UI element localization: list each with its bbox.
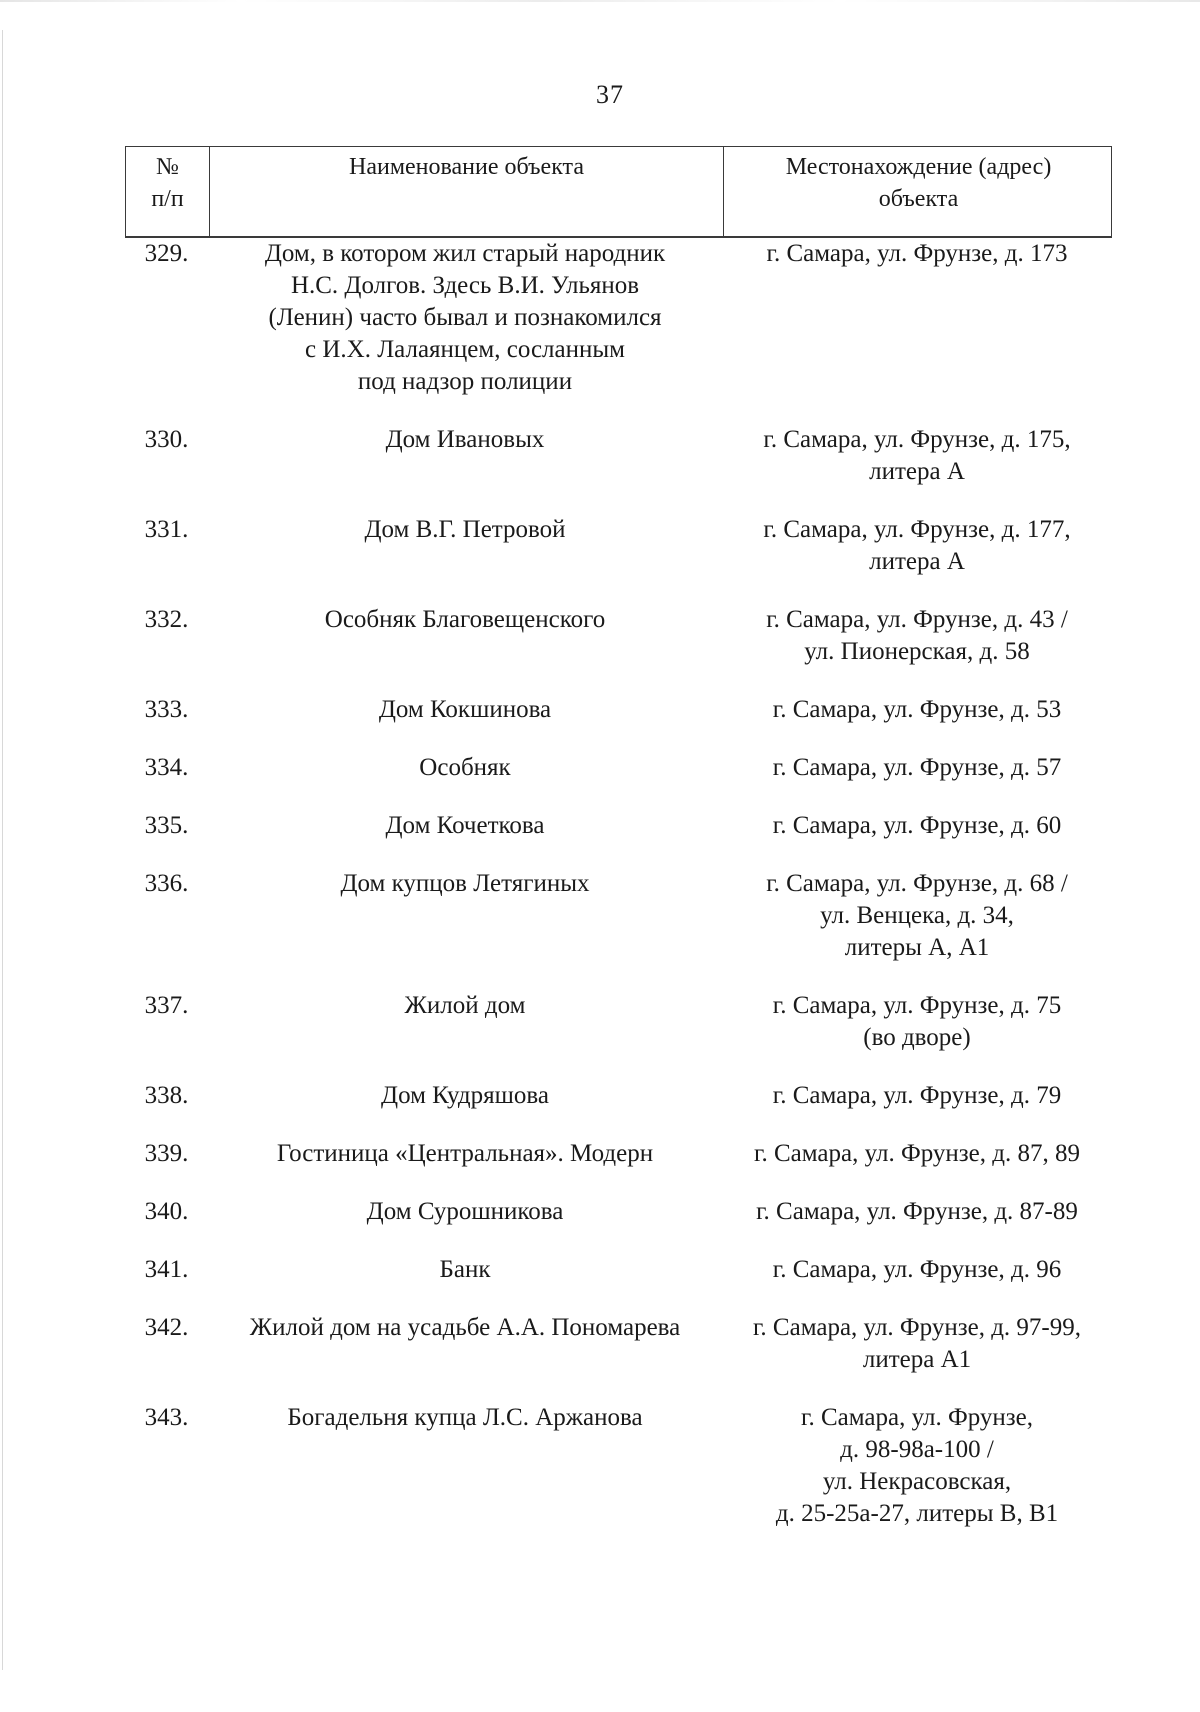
table-row <box>125 1196 1112 1228</box>
table-row <box>125 810 1112 842</box>
object-address: г. Самара, ул. Фрунзе, д. 97-99, литера А1 <box>753 1314 1081 1373</box>
row-number: 341. <box>144 1256 189 1283</box>
object-name: Жилой дом на усадьбе А.А. Пономарева <box>249 1314 681 1341</box>
object-name: Дом Кудряшова <box>381 1082 549 1109</box>
header-number-column: № п/п <box>151 154 184 212</box>
row-number: 332. <box>144 606 189 633</box>
object-address: г. Самара, ул. Фрунзе, д. 53 <box>772 696 1062 723</box>
table-row <box>125 514 1112 578</box>
table-row <box>125 604 1112 668</box>
object-name: Дом Кокшинова <box>378 696 552 723</box>
row-number: 338. <box>144 1082 189 1109</box>
row-number: 331. <box>144 516 189 543</box>
table-row <box>125 694 1112 726</box>
table-row <box>125 1402 1112 1530</box>
table-row <box>125 1312 1112 1376</box>
object-name: Дом купцов Летягиных <box>340 870 590 897</box>
object-address: г. Самара, ул. Фрунзе, д. 75 (во дворе) <box>772 992 1062 1051</box>
row-number: 333. <box>144 696 189 723</box>
row-number: 329. <box>144 240 189 267</box>
table-header <box>125 146 1112 238</box>
object-address: г. Самара, ул. Фрунзе, д. 79 <box>772 1082 1062 1109</box>
row-number: 339. <box>144 1140 189 1167</box>
object-name: Особняк Благовещенского <box>324 606 606 633</box>
row-number: 337. <box>144 992 189 1019</box>
table-row <box>125 424 1112 488</box>
row-number: 336. <box>144 870 189 897</box>
object-name: Гостиница «Центральная». Модерн <box>276 1140 654 1167</box>
table-row <box>125 868 1112 964</box>
scan-edge-top <box>0 0 1200 2</box>
object-name: Дом В.Г. Петровой <box>364 516 566 543</box>
row-number: 342. <box>144 1314 189 1341</box>
row-number: 340. <box>144 1198 189 1225</box>
page-number: 37 <box>596 80 624 109</box>
object-address: г. Самара, ул. Фрунзе, д. 175, литера А <box>763 426 1071 485</box>
object-name: Банк <box>439 1256 491 1283</box>
object-address: г. Самара, ул. Фрунзе, д. 98-98а-100 / ул. Некрасовская, д. 25-25а-27, литеры В, В1 <box>775 1404 1059 1527</box>
row-number: 335. <box>144 812 189 839</box>
header-address-column: Местонахождение (адрес) объекта <box>723 147 1113 236</box>
object-address: г. Самара, ул. Фрунзе, д. 87-89 <box>756 1198 1078 1225</box>
object-address: г. Самара, ул. Фрунзе, д. 68 / ул. Венцека, д. 34, литеры А, А1 <box>766 870 1068 961</box>
object-name: Особняк <box>419 754 511 781</box>
table-body <box>125 238 1112 1556</box>
object-name: Дом Ивановых <box>385 426 545 453</box>
object-name: Жилой дом <box>404 992 526 1019</box>
table-row <box>125 1138 1112 1170</box>
object-address: г. Самара, ул. Фрунзе, д. 43 / ул. Пионерская, д. 58 <box>766 606 1068 665</box>
object-name: Дом Кочеткова <box>385 812 545 839</box>
object-address: г. Самара, ул. Фрунзе, д. 96 <box>772 1256 1062 1283</box>
object-address: г. Самара, ул. Фрунзе, д. 87, 89 <box>754 1140 1080 1167</box>
row-number: 330. <box>144 426 189 453</box>
table-row <box>125 752 1112 784</box>
object-address: г. Самара, ул. Фрунзе, д. 173 <box>766 240 1068 267</box>
table-row <box>125 990 1112 1054</box>
object-name: Богадельня купца Л.С. Аржанова <box>287 1404 643 1431</box>
table-row <box>125 1254 1112 1286</box>
scan-edge-left <box>2 30 3 1670</box>
object-address: г. Самара, ул. Фрунзе, д. 60 <box>772 812 1062 839</box>
row-number: 334. <box>144 754 189 781</box>
object-name: Дом Сурошникова <box>366 1198 564 1225</box>
table-row <box>125 238 1112 398</box>
object-name: Дом, в котором жил старый народник Н.С. Долгов. Здесь В.И. Ульянов (Ленин) часто бывал и познакомился с И.Х. Лалаянцем, сосланным под надзор полиции <box>264 240 666 395</box>
table-row <box>125 1080 1112 1112</box>
header-name-column: Наименование объекта <box>209 147 723 236</box>
object-address: г. Самара, ул. Фрунзе, д. 57 <box>772 754 1062 781</box>
object-address: г. Самара, ул. Фрунзе, д. 177, литера А <box>763 516 1071 575</box>
row-number: 343. <box>144 1404 189 1431</box>
